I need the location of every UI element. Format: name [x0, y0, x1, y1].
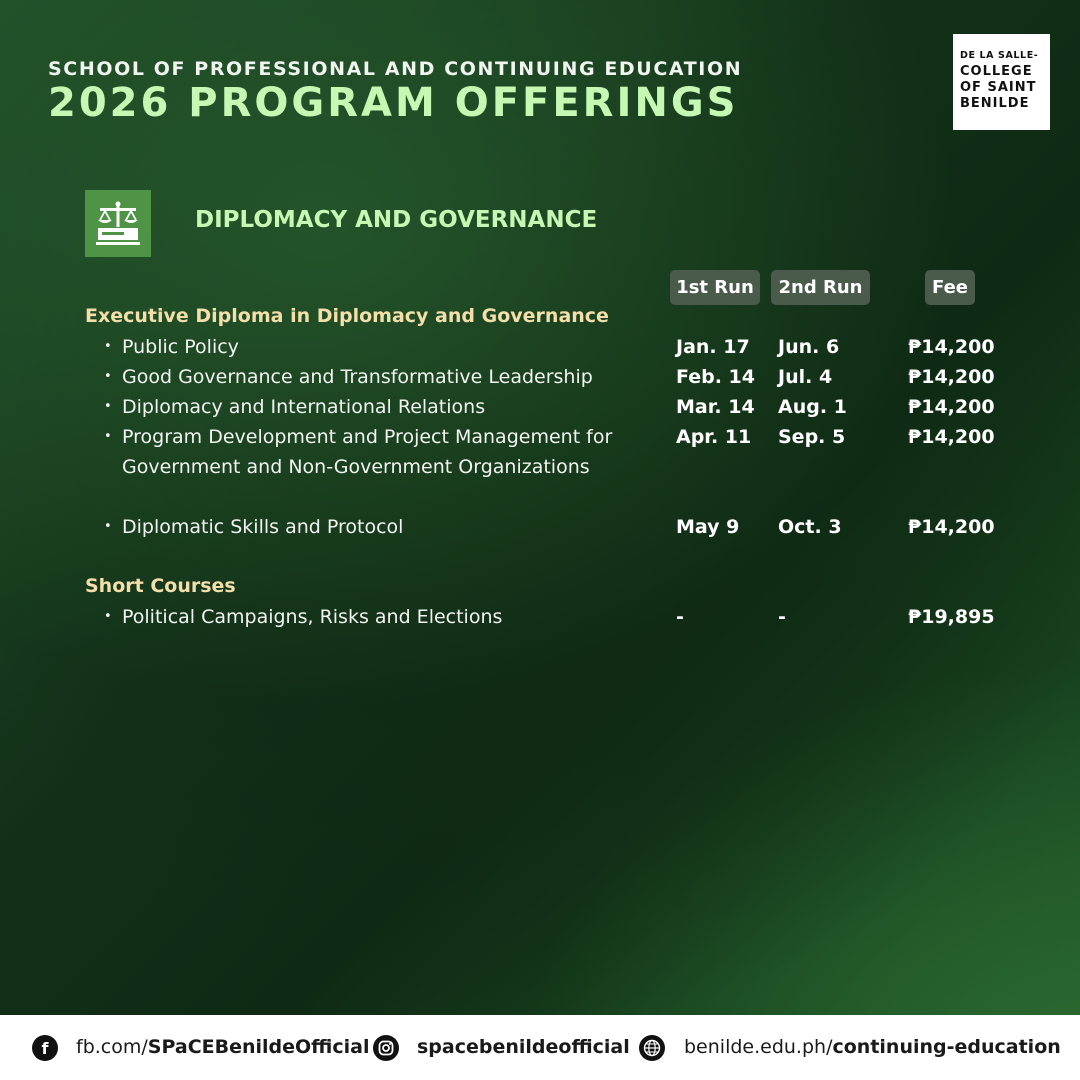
course-item [104, 602, 624, 632]
website-prefix: benilde.edu.ph/ [684, 1036, 833, 1058]
course-name: Diplomacy and International Relations [122, 396, 486, 418]
footer-bar [0, 1015, 1080, 1080]
page-title: 2026 PROGRAM OFFERINGS [48, 80, 739, 126]
section-title-short-courses: Short Courses [85, 575, 236, 597]
bullet: • [104, 609, 112, 624]
course-2nd-run: Jul. 4 [778, 366, 833, 388]
course-fee: ₱14,200 [908, 336, 995, 358]
logo-line-3: OF SAINT [960, 79, 1037, 95]
logo-line-4: BENILDE [960, 95, 1030, 111]
facebook-link[interactable] [76, 1036, 369, 1058]
bullet: • [104, 339, 112, 354]
column-header-2nd-run: 2nd Run [771, 270, 870, 305]
section-title-executive-diploma: Executive Diploma in Diplomacy and Governance [85, 305, 609, 327]
course-fee: ₱19,895 [908, 606, 995, 628]
header-subtitle: SCHOOL OF PROFESSIONAL AND CONTINUING EDUCATION [48, 58, 743, 80]
course-2nd-run: Sep. 5 [778, 426, 846, 448]
course-1st-run: Feb. 14 [676, 366, 755, 388]
website-link[interactable] [684, 1036, 1061, 1058]
instagram-handle: spacebenildeofficial [417, 1036, 630, 1058]
scales-of-justice-icon [85, 190, 151, 257]
facebook-icon[interactable]: f [32, 1035, 58, 1061]
category-title: DIPLOMACY AND GOVERNANCE [195, 207, 598, 233]
course-fee: ₱14,200 [908, 366, 995, 388]
course-1st-run: Apr. 11 [676, 426, 752, 448]
college-logo [953, 34, 1050, 130]
course-fee: ₱14,200 [908, 396, 995, 418]
bullet: • [104, 399, 112, 414]
facebook-handle: SPaCEBenildeOfficial [147, 1036, 370, 1058]
course-1st-run: Mar. 14 [676, 396, 755, 418]
bullet: • [104, 519, 112, 534]
course-item [104, 422, 624, 482]
instagram-icon[interactable] [373, 1035, 399, 1061]
course-1st-run: - [676, 606, 684, 628]
facebook-prefix: fb.com/ [76, 1036, 148, 1058]
course-item [104, 392, 624, 422]
bullet: • [104, 429, 112, 444]
course-fee: ₱14,200 [908, 516, 995, 538]
course-item [104, 362, 644, 392]
course-name: Diplomatic Skills and Protocol [122, 516, 404, 538]
course-item [104, 512, 624, 542]
bullet: • [104, 369, 112, 384]
course-item [104, 332, 624, 362]
globe-icon[interactable] [639, 1035, 665, 1061]
course-2nd-run: Jun. 6 [778, 336, 840, 358]
column-header-fee: Fee [925, 270, 975, 305]
course-2nd-run: - [778, 606, 786, 628]
website-path: continuing-education [832, 1036, 1061, 1058]
course-1st-run: May 9 [676, 516, 740, 538]
course-2nd-run: Aug. 1 [778, 396, 847, 418]
course-2nd-run: Oct. 3 [778, 516, 842, 538]
course-1st-run: Jan. 17 [676, 336, 750, 358]
column-header-1st-run: 1st Run [670, 270, 760, 305]
instagram-link[interactable] [417, 1036, 630, 1058]
course-name: Public Policy [122, 336, 239, 358]
logo-line-1: DE LA SALLE- [960, 50, 1039, 62]
course-name: Political Campaigns, Risks and Elections [122, 606, 503, 628]
logo-line-2: COLLEGE [960, 63, 1033, 79]
course-name: Program Development and Project Management for Government and Non-Government Organizations [122, 426, 613, 478]
course-name: Good Governance and Transformative Leadership [122, 366, 593, 388]
course-fee: ₱14,200 [908, 426, 995, 448]
